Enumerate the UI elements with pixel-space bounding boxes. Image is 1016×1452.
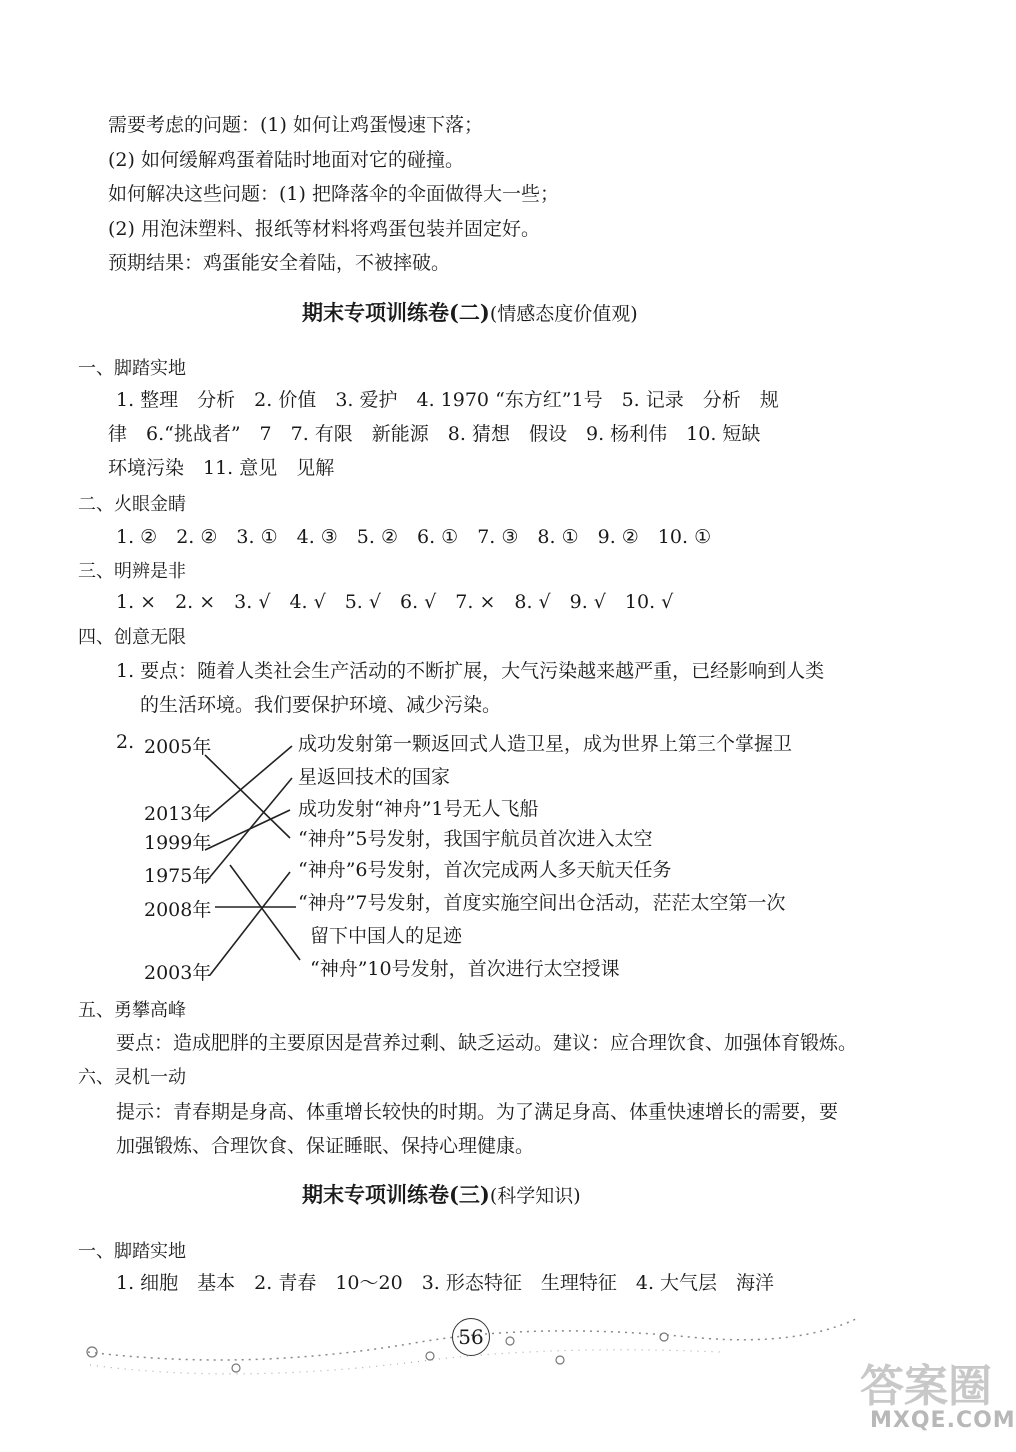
event-label: 成功发射第一颗返回式人造卫星，成为世界上第三个掌握卫 [298,733,793,755]
year-label: 1975年 [144,865,212,887]
year-label: 2008年 [144,899,212,921]
answer-line: 提示：青春期是身高、体重增长较快的时期。为了满足身高、体重快速增长的需要，要 [116,1101,839,1123]
part-title: 六、灵机一动 [78,1067,186,1088]
answer-line: 要点：造成肥胖的主要原因是营养过剩、缺乏运动。建议：应合理饮食、加强体育锻炼。 [116,1032,858,1054]
part-title: 五、勇攀高峰 [78,1000,186,1021]
year-label: 1999年 [144,832,212,854]
event-label: “神舟”7号发射，首度实施空间出仓活动，茫茫太空第一次 [298,892,786,914]
watermark-site: MXQE.COM [870,1408,1016,1433]
watermark-logo: 答案圈 [860,1361,992,1412]
event-label: “神舟”5号发射，我国宇航员首次进入太空 [298,828,653,850]
answer-line: 环境污染 11. 意见 见解 [108,457,335,479]
year-label: 2013年 [144,803,212,825]
part-title: 一、脚踏实地 [78,358,186,379]
answer-line: 加强锻炼、合理饮食、保证睡眠、保持心理健康。 [116,1135,535,1157]
answer-line: 的生活环境。我们要保护环境、减少污染。 [140,694,502,716]
event-label: 星返回技术的国家 [298,766,451,788]
answer-line: 1. × 2. × 3. √ 4. √ 5. √ 6. √ 7. × 8. √ 9. √ 10. √ [116,591,674,613]
heading-title: 期末专项训练卷(二) [302,300,490,325]
heading-subtitle: (科学知识) [489,1185,581,1207]
part-title: 三、明辨是非 [78,561,186,582]
part-title: 一、脚踏实地 [78,1241,186,1262]
answer-line: 1. 整理 分析 2. 价值 3. 爱护 4. 1970 “东方红”1号 5. 记录 分析 规 [116,389,779,411]
part-title: 四、创意无限 [78,627,186,648]
year-label: 2003年 [144,962,212,984]
year-label: 2005年 [144,736,212,758]
part-title: 二、火眼金睛 [78,494,186,515]
heading-subtitle: (情感态度价值观) [489,303,638,325]
heading-title: 期末专项训练卷(三) [302,1182,490,1207]
answer-line: 1. 细胞 基本 2. 青春 10～20 3. 形态特征 生理特征 4. 大气层 海洋 [116,1272,775,1294]
text-line: (2) 如何缓解鸡蛋着陆时地面对它的碰撞。 [108,149,464,171]
event-label: 成功发射“神舟”1号无人飞船 [298,798,539,820]
text-line: 需要考虑的问题：(1) 如何让鸡蛋慢速下落； [108,114,483,136]
answer-line: 律 6.“挑战者” 7 7. 有限 新能源 8. 猜想 假设 9. 杨利伟 10. 短缺 [108,423,761,445]
event-label: 留下中国人的足迹 [310,925,463,947]
question-number: 2. [116,731,135,753]
page-number: 56 [452,1318,490,1356]
text-line: (2) 用泡沫塑料、报纸等材料将鸡蛋包装并固定好。 [108,218,540,240]
text-line: 预期结果：鸡蛋能安全着陆，不被摔破。 [108,252,451,274]
event-label: “神舟”10号发射，首次进行太空授课 [310,958,620,980]
answer-line: 1. 要点：随着人类社会生产活动的不断扩展，大气污染越来越严重，已经影响到人类 [116,660,825,682]
answer-line: 1. ② 2. ② 3. ① 4. ③ 5. ② 6. ① 7. ③ 8. ① 9. ② 10. ① [116,526,712,548]
event-label: “神舟”6号发射，首次完成两人多天航天任务 [298,859,672,881]
text-line: 如何解决这些问题：(1) 把降落伞的伞面做得大一些； [108,183,559,205]
